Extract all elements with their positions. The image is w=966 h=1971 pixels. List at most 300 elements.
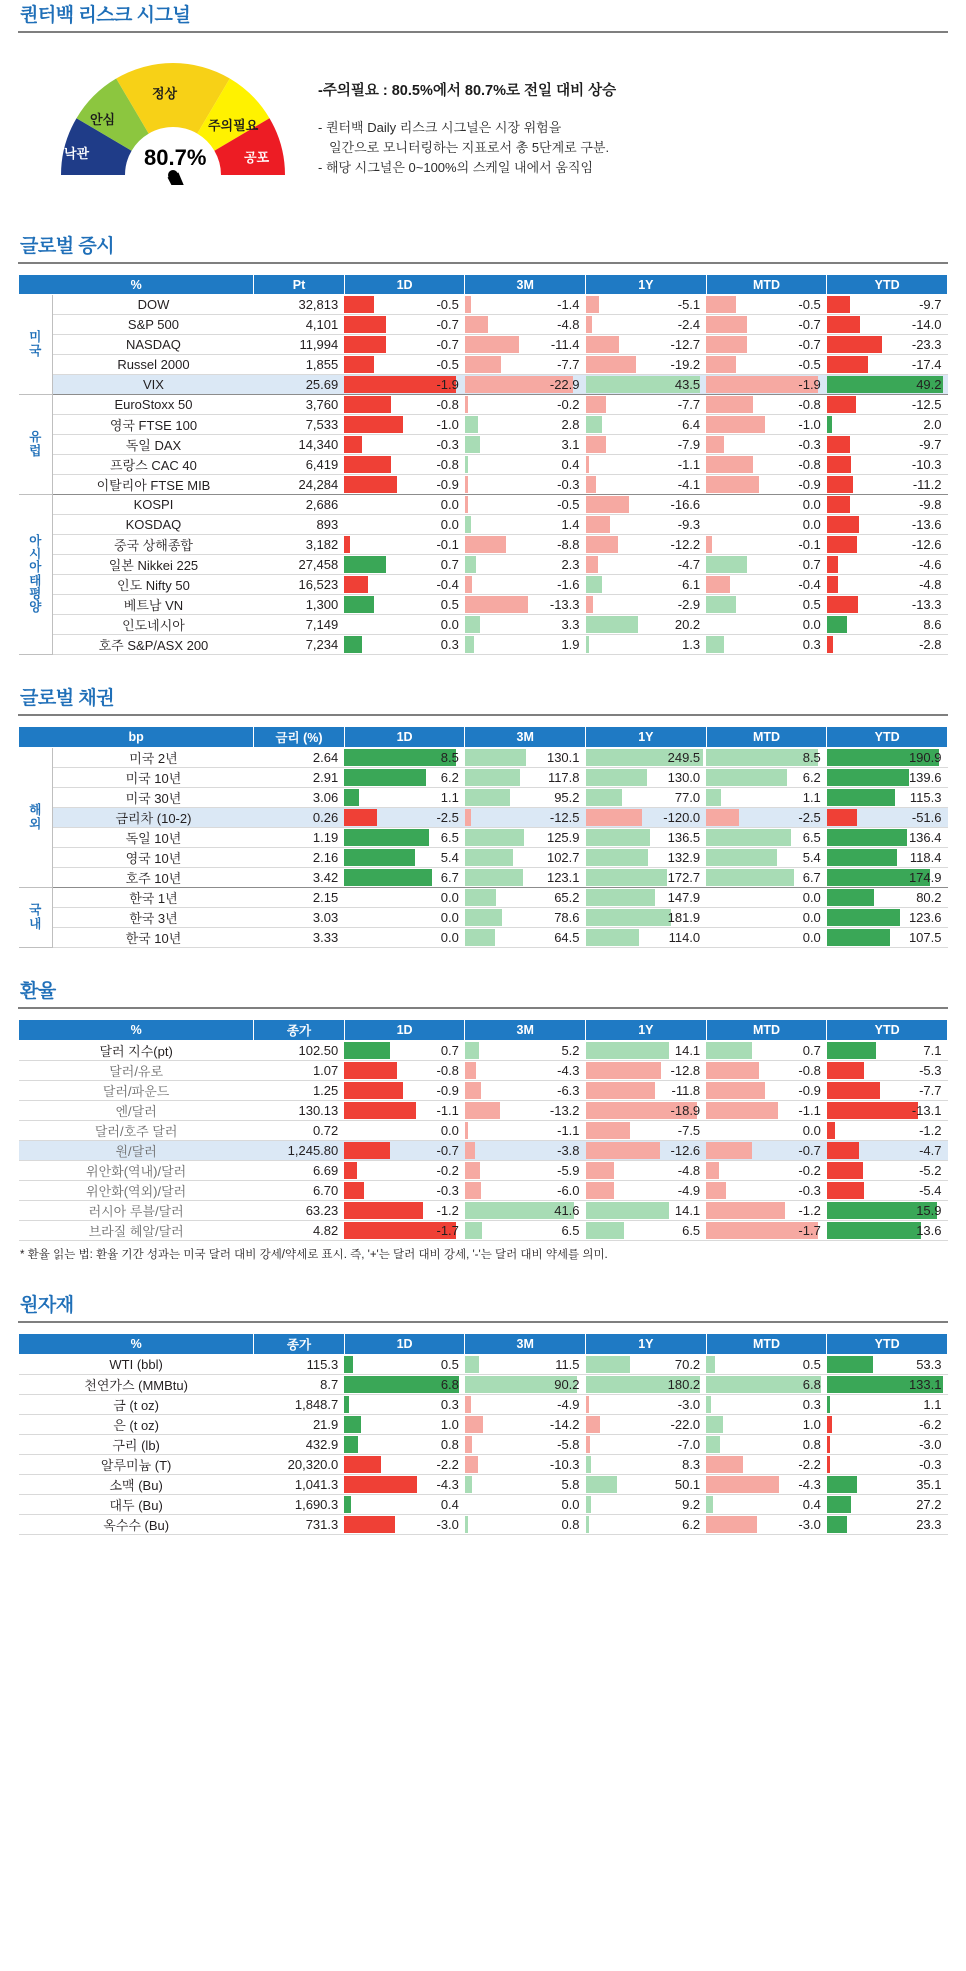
value-cell: -12.7 xyxy=(586,335,707,355)
value-cell: -2.5 xyxy=(344,808,465,828)
row-label: NASDAQ xyxy=(53,335,254,355)
value-cell: -11.4 xyxy=(465,335,586,355)
table-row xyxy=(19,1515,948,1535)
equity-section-title: 글로벌 증시 xyxy=(20,236,115,257)
risk-description xyxy=(318,57,948,178)
table-row xyxy=(19,1101,948,1121)
row-price: 2.64 xyxy=(254,748,344,768)
column-header: MTD xyxy=(706,727,827,748)
value-cell: 0.5 xyxy=(706,595,827,615)
value-cell: -7.7 xyxy=(827,1081,948,1101)
value-cell: 2.3 xyxy=(465,555,586,575)
value-cell: 0.8 xyxy=(706,1435,827,1455)
table-row xyxy=(19,1475,948,1495)
value-cell: 0.4 xyxy=(706,1495,827,1515)
value-cell: -0.3 xyxy=(465,475,586,495)
column-header: 1D xyxy=(344,727,465,748)
table-row xyxy=(19,1355,948,1375)
row-label: 원/달러 xyxy=(19,1141,254,1161)
value-cell: 1.0 xyxy=(706,1415,827,1435)
value-cell: 8.5 xyxy=(706,748,827,768)
value-cell: 8.6 xyxy=(827,615,948,635)
value-cell: -12.5 xyxy=(827,395,948,415)
value-cell: 1.1 xyxy=(706,788,827,808)
group-label: 미 국 xyxy=(19,295,53,395)
row-label: 미국 10년 xyxy=(53,768,254,788)
value-cell: -0.7 xyxy=(706,1141,827,1161)
value-cell: -4.6 xyxy=(827,555,948,575)
value-cell: 6.5 xyxy=(344,828,465,848)
value-cell: -0.9 xyxy=(706,1081,827,1101)
row-price: 102.50 xyxy=(254,1041,344,1061)
value-cell: -19.2 xyxy=(586,355,707,375)
row-price: 2,686 xyxy=(254,495,344,515)
value-cell: 130.0 xyxy=(586,768,707,788)
value-cell: 7.1 xyxy=(827,1041,948,1061)
value-cell: -1.9 xyxy=(706,375,827,395)
divider xyxy=(18,31,948,33)
value-cell: -0.9 xyxy=(344,1081,465,1101)
value-cell: 6.4 xyxy=(586,415,707,435)
risk-headline: -주의필요 : 80.5%에서 80.7%로 전일 대비 상승 xyxy=(318,83,617,99)
row-label: WTI (bbl) xyxy=(19,1355,254,1375)
row-label: 엔/달러 xyxy=(19,1101,254,1121)
value-cell: -4.8 xyxy=(827,575,948,595)
gauge-label-juuipilyo: 주의필요 xyxy=(208,118,259,133)
row-label: 달러 지수(pt) xyxy=(19,1041,254,1061)
value-cell: 64.5 xyxy=(465,928,586,948)
table-row xyxy=(19,375,948,395)
value-cell: -0.1 xyxy=(344,535,465,555)
value-cell: -4.1 xyxy=(586,475,707,495)
value-cell: -0.4 xyxy=(706,575,827,595)
value-cell: -12.5 xyxy=(465,808,586,828)
table-row xyxy=(19,515,948,535)
row-label: 금 (t oz) xyxy=(19,1395,254,1415)
value-cell: -22.0 xyxy=(586,1415,707,1435)
row-label: 소맥 (Bu) xyxy=(19,1475,254,1495)
value-cell: 80.2 xyxy=(827,888,948,908)
row-price: 1,300 xyxy=(254,595,344,615)
row-label: 베트남 VN xyxy=(53,595,254,615)
group-label: 유 럽 xyxy=(19,395,53,495)
value-cell: -0.5 xyxy=(706,355,827,375)
value-cell: -0.9 xyxy=(344,475,465,495)
risk-signal-block xyxy=(18,43,948,187)
value-cell: -0.9 xyxy=(706,475,827,495)
value-cell: -1.9 xyxy=(344,375,465,395)
row-label: 옥수수 (Bu) xyxy=(19,1515,254,1535)
row-price: 4.82 xyxy=(254,1221,344,1241)
row-price: 16,523 xyxy=(254,575,344,595)
row-price: 3.33 xyxy=(254,928,344,948)
table-row xyxy=(19,1415,948,1435)
table-row xyxy=(19,435,948,455)
value-cell: 102.7 xyxy=(465,848,586,868)
table-row xyxy=(19,355,948,375)
table-row xyxy=(19,768,948,788)
value-cell: 172.7 xyxy=(586,868,707,888)
value-cell: -2.5 xyxy=(706,808,827,828)
value-cell: -12.6 xyxy=(586,1141,707,1161)
value-cell: 115.3 xyxy=(827,788,948,808)
table-row xyxy=(19,1221,948,1241)
row-price: 4,101 xyxy=(254,315,344,335)
row-label: 중국 상해종합 xyxy=(53,535,254,555)
value-cell: -12.6 xyxy=(827,535,948,555)
value-cell: 6.7 xyxy=(344,868,465,888)
column-header: 1D xyxy=(344,1020,465,1041)
row-label: 독일 DAX xyxy=(53,435,254,455)
value-cell: 0.0 xyxy=(706,908,827,928)
value-cell: -14.0 xyxy=(827,315,948,335)
row-price: 27,458 xyxy=(254,555,344,575)
table-row xyxy=(19,395,948,415)
gauge-label-jungsang: 정상 xyxy=(152,86,178,101)
row-price: 7,149 xyxy=(254,615,344,635)
value-cell: -6.3 xyxy=(465,1081,586,1101)
row-price: 6,419 xyxy=(254,455,344,475)
value-cell: 95.2 xyxy=(465,788,586,808)
table-row xyxy=(19,1395,948,1415)
value-cell: -0.8 xyxy=(344,455,465,475)
table-header-row xyxy=(19,1020,948,1041)
row-label: 미국 30년 xyxy=(53,788,254,808)
row-price: 3,760 xyxy=(254,395,344,415)
commodity-section-title: 원자재 xyxy=(20,1295,74,1316)
table-row xyxy=(19,595,948,615)
row-label: 금리차 (10-2) xyxy=(53,808,254,828)
row-label: 대두 (Bu) xyxy=(19,1495,254,1515)
value-cell: -2.2 xyxy=(706,1455,827,1475)
value-cell: 0.7 xyxy=(344,1041,465,1061)
value-cell: -120.0 xyxy=(586,808,707,828)
fx-table xyxy=(18,1019,948,1241)
value-cell: 15.9 xyxy=(827,1201,948,1221)
column-header: Pt xyxy=(254,275,344,295)
value-cell: -0.4 xyxy=(344,575,465,595)
value-cell: 0.0 xyxy=(344,928,465,948)
commodity-table xyxy=(18,1333,948,1535)
table-row xyxy=(19,1495,948,1515)
value-cell: 136.5 xyxy=(586,828,707,848)
value-cell: -0.5 xyxy=(465,495,586,515)
table-header-row xyxy=(19,727,948,748)
value-cell: -9.3 xyxy=(586,515,707,535)
value-cell: -0.7 xyxy=(344,335,465,355)
value-cell: 13.6 xyxy=(827,1221,948,1241)
table-row xyxy=(19,475,948,495)
table-row xyxy=(19,908,948,928)
risk-gauge xyxy=(18,57,318,187)
column-header: % xyxy=(19,1334,254,1355)
column-header: 3M xyxy=(465,275,586,295)
value-cell: -1.1 xyxy=(706,1101,827,1121)
value-cell: -1.0 xyxy=(706,415,827,435)
table-row xyxy=(19,295,948,315)
row-label: 은 (t oz) xyxy=(19,1415,254,1435)
value-cell: 49.2 xyxy=(827,375,948,395)
value-cell: -0.7 xyxy=(344,315,465,335)
row-price: 130.13 xyxy=(254,1101,344,1121)
value-cell: -51.6 xyxy=(827,808,948,828)
value-cell: -1.1 xyxy=(586,455,707,475)
value-cell: -12.2 xyxy=(586,535,707,555)
value-cell: 20.2 xyxy=(586,615,707,635)
value-cell: -4.3 xyxy=(465,1061,586,1081)
column-header: % xyxy=(19,1020,254,1041)
value-cell: -7.7 xyxy=(586,395,707,415)
value-cell: -3.0 xyxy=(586,1395,707,1415)
value-cell: -5.9 xyxy=(465,1161,586,1181)
row-label: VIX xyxy=(53,375,254,395)
value-cell: 5.4 xyxy=(344,848,465,868)
row-price: 6.69 xyxy=(254,1161,344,1181)
value-cell: 147.9 xyxy=(586,888,707,908)
row-label: 독일 10년 xyxy=(53,828,254,848)
value-cell: 181.9 xyxy=(586,908,707,928)
column-header: 종가 xyxy=(254,1020,344,1041)
table-row xyxy=(19,495,948,515)
column-header: YTD xyxy=(827,727,948,748)
value-cell: -13.2 xyxy=(465,1101,586,1121)
value-cell: 0.3 xyxy=(706,1395,827,1415)
column-header: 1D xyxy=(344,1334,465,1355)
risk-note-2: - 해당 시그널은 0~100%의 스케일 내에서 움직임 xyxy=(318,160,593,176)
row-label: 달러/호주 달러 xyxy=(19,1121,254,1141)
value-cell: 249.5 xyxy=(586,748,707,768)
column-header: 3M xyxy=(465,1020,586,1041)
value-cell: -0.7 xyxy=(706,315,827,335)
table-row xyxy=(19,1041,948,1061)
row-price: 1,245.80 xyxy=(254,1141,344,1161)
value-cell: -1.6 xyxy=(465,575,586,595)
value-cell: -0.7 xyxy=(706,335,827,355)
value-cell: -7.7 xyxy=(465,355,586,375)
gauge-label-ansim: 안심 xyxy=(90,112,116,127)
value-cell: 0.0 xyxy=(344,908,465,928)
value-cell: 0.4 xyxy=(465,455,586,475)
value-cell: -0.3 xyxy=(706,1181,827,1201)
value-cell: -0.5 xyxy=(344,355,465,375)
value-cell: 0.0 xyxy=(706,928,827,948)
row-label: S&P 500 xyxy=(53,315,254,335)
value-cell: -4.3 xyxy=(344,1475,465,1495)
value-cell: 118.4 xyxy=(827,848,948,868)
table-header-row xyxy=(19,1334,948,1355)
value-cell: -9.7 xyxy=(827,295,948,315)
gauge-label-gongpo: 공포 xyxy=(244,150,270,165)
risk-note-1: - 퀀터백 Daily 리스크 시그널은 시장 위험을 xyxy=(318,120,562,135)
value-cell: -4.7 xyxy=(586,555,707,575)
column-header: 1D xyxy=(344,275,465,295)
table-row xyxy=(19,928,948,948)
value-cell: 133.1 xyxy=(827,1375,948,1395)
value-cell: -1.0 xyxy=(344,415,465,435)
value-cell: 0.0 xyxy=(706,515,827,535)
value-cell: 2.8 xyxy=(465,415,586,435)
value-cell: -0.8 xyxy=(706,1061,827,1081)
value-cell: 0.8 xyxy=(465,1515,586,1535)
value-cell: 132.9 xyxy=(586,848,707,868)
risk-note-1b: 일간으로 모니터링하는 지표로서 총 5단계로 구분. xyxy=(329,140,610,156)
value-cell: 41.6 xyxy=(465,1201,586,1221)
value-cell: 77.0 xyxy=(586,788,707,808)
value-cell: 78.6 xyxy=(465,908,586,928)
value-cell: 2.0 xyxy=(827,415,948,435)
value-cell: -3.0 xyxy=(344,1515,465,1535)
row-label: 한국 10년 xyxy=(53,928,254,948)
row-price: 11,994 xyxy=(254,335,344,355)
value-cell: 90.2 xyxy=(465,1375,586,1395)
value-cell: 0.7 xyxy=(344,555,465,575)
row-price: 6.70 xyxy=(254,1181,344,1201)
value-cell: 8.5 xyxy=(344,748,465,768)
value-cell: 3.1 xyxy=(465,435,586,455)
value-cell: 6.5 xyxy=(586,1221,707,1241)
row-label: 러시아 루블/달러 xyxy=(19,1201,254,1221)
value-cell: 6.2 xyxy=(586,1515,707,1535)
value-cell: -9.7 xyxy=(827,435,948,455)
row-label: 천연가스 (MMBtu) xyxy=(19,1375,254,1395)
value-cell: -14.2 xyxy=(465,1415,586,1435)
row-label: 한국 3년 xyxy=(53,908,254,928)
value-cell: -2.4 xyxy=(586,315,707,335)
table-row xyxy=(19,455,948,475)
value-cell: 6.2 xyxy=(344,768,465,788)
value-cell: 0.7 xyxy=(706,1041,827,1061)
value-cell: 0.0 xyxy=(706,615,827,635)
table-row xyxy=(19,808,948,828)
row-price: 1.07 xyxy=(254,1061,344,1081)
value-cell: 6.2 xyxy=(706,768,827,788)
bond-section-title: 글로벌 채권 xyxy=(20,688,115,709)
row-price: 25.69 xyxy=(254,375,344,395)
column-header: 종가 xyxy=(254,1334,344,1355)
value-cell: 0.0 xyxy=(706,1121,827,1141)
fx-note: * 환율 읽는 법: 환율 기간 성과는 미국 달러 대비 강세/약세로 표시. 즉, '+'는 달러 대비 강세, '-'는 달러 대비 약세를 의미. xyxy=(20,1249,608,1261)
value-cell: -4.9 xyxy=(465,1395,586,1415)
row-price: 0.72 xyxy=(254,1121,344,1141)
row-price: 1,848.7 xyxy=(254,1395,344,1415)
value-cell: 27.2 xyxy=(827,1495,948,1515)
table-row xyxy=(19,315,948,335)
equity-table xyxy=(18,274,948,655)
value-cell: -13.6 xyxy=(827,515,948,535)
value-cell: 6.8 xyxy=(706,1375,827,1395)
row-label: 일본 Nikkei 225 xyxy=(53,555,254,575)
value-cell: -7.0 xyxy=(586,1435,707,1455)
row-label: EuroStoxx 50 xyxy=(53,395,254,415)
value-cell: -18.9 xyxy=(586,1101,707,1121)
column-header: YTD xyxy=(827,1020,948,1041)
row-price: 7,234 xyxy=(254,635,344,655)
table-row xyxy=(19,1375,948,1395)
row-label: 미국 2년 xyxy=(53,748,254,768)
value-cell: 1.1 xyxy=(344,788,465,808)
row-price: 1.25 xyxy=(254,1081,344,1101)
row-price: 3,182 xyxy=(254,535,344,555)
table-row xyxy=(19,615,948,635)
column-header: 금리 (%) xyxy=(254,727,344,748)
row-label: Russel 2000 xyxy=(53,355,254,375)
value-cell: 0.0 xyxy=(706,495,827,515)
column-header: MTD xyxy=(706,1020,827,1041)
row-label: 호주 S&P/ASX 200 xyxy=(53,635,254,655)
value-cell: -1.7 xyxy=(706,1221,827,1241)
risk-section-title: 퀀터백 리스크 시그널 xyxy=(20,5,191,26)
value-cell: -0.5 xyxy=(706,295,827,315)
table-row xyxy=(19,415,948,435)
value-cell: -10.3 xyxy=(827,455,948,475)
value-cell: -12.8 xyxy=(586,1061,707,1081)
value-cell: -2.8 xyxy=(827,635,948,655)
value-cell: -0.8 xyxy=(344,1061,465,1081)
column-header: 3M xyxy=(465,727,586,748)
row-price: 893 xyxy=(254,515,344,535)
value-cell: -4.8 xyxy=(586,1161,707,1181)
value-cell: -7.9 xyxy=(586,435,707,455)
value-cell: 174.9 xyxy=(827,868,948,888)
value-cell: 0.5 xyxy=(706,1355,827,1375)
value-cell: 3.3 xyxy=(465,615,586,635)
row-label: 위안화(역내)/달러 xyxy=(19,1161,254,1181)
value-cell: 0.0 xyxy=(465,1495,586,1515)
value-cell: -4.9 xyxy=(586,1181,707,1201)
value-cell: 114.0 xyxy=(586,928,707,948)
value-cell: 0.0 xyxy=(344,495,465,515)
value-cell: 6.1 xyxy=(586,575,707,595)
value-cell: -11.2 xyxy=(827,475,948,495)
divider xyxy=(18,1321,948,1323)
group-label: 아 시 아 태 평 양 xyxy=(19,495,53,655)
row-label: 알루미늄 (T) xyxy=(19,1455,254,1475)
column-header: bp xyxy=(19,727,254,748)
value-cell: 190.9 xyxy=(827,748,948,768)
value-cell: 0.0 xyxy=(344,1121,465,1141)
table-row xyxy=(19,535,948,555)
value-cell: -5.8 xyxy=(465,1435,586,1455)
table-row xyxy=(19,635,948,655)
value-cell: 0.0 xyxy=(706,888,827,908)
value-cell: 0.0 xyxy=(344,515,465,535)
value-cell: -23.3 xyxy=(827,335,948,355)
value-cell: -1.2 xyxy=(344,1201,465,1221)
value-cell: -0.3 xyxy=(706,435,827,455)
row-price: 1,690.3 xyxy=(254,1495,344,1515)
row-price: 115.3 xyxy=(254,1355,344,1375)
column-header: 1Y xyxy=(586,1020,707,1041)
table-row xyxy=(19,555,948,575)
value-cell: -13.1 xyxy=(827,1101,948,1121)
value-cell: 5.4 xyxy=(706,848,827,868)
column-header: 1Y xyxy=(586,275,707,295)
value-cell: 1.3 xyxy=(586,635,707,655)
table-row xyxy=(19,1201,948,1221)
value-cell: 0.5 xyxy=(344,595,465,615)
value-cell: 9.2 xyxy=(586,1495,707,1515)
table-row xyxy=(19,828,948,848)
value-cell: 125.9 xyxy=(465,828,586,848)
value-cell: -5.1 xyxy=(586,295,707,315)
table-row xyxy=(19,1435,948,1455)
value-cell: 8.3 xyxy=(586,1455,707,1475)
divider xyxy=(18,1007,948,1009)
value-cell: -13.3 xyxy=(827,595,948,615)
table-header-row xyxy=(19,275,948,295)
table-row xyxy=(19,868,948,888)
value-cell: -4.3 xyxy=(706,1475,827,1495)
